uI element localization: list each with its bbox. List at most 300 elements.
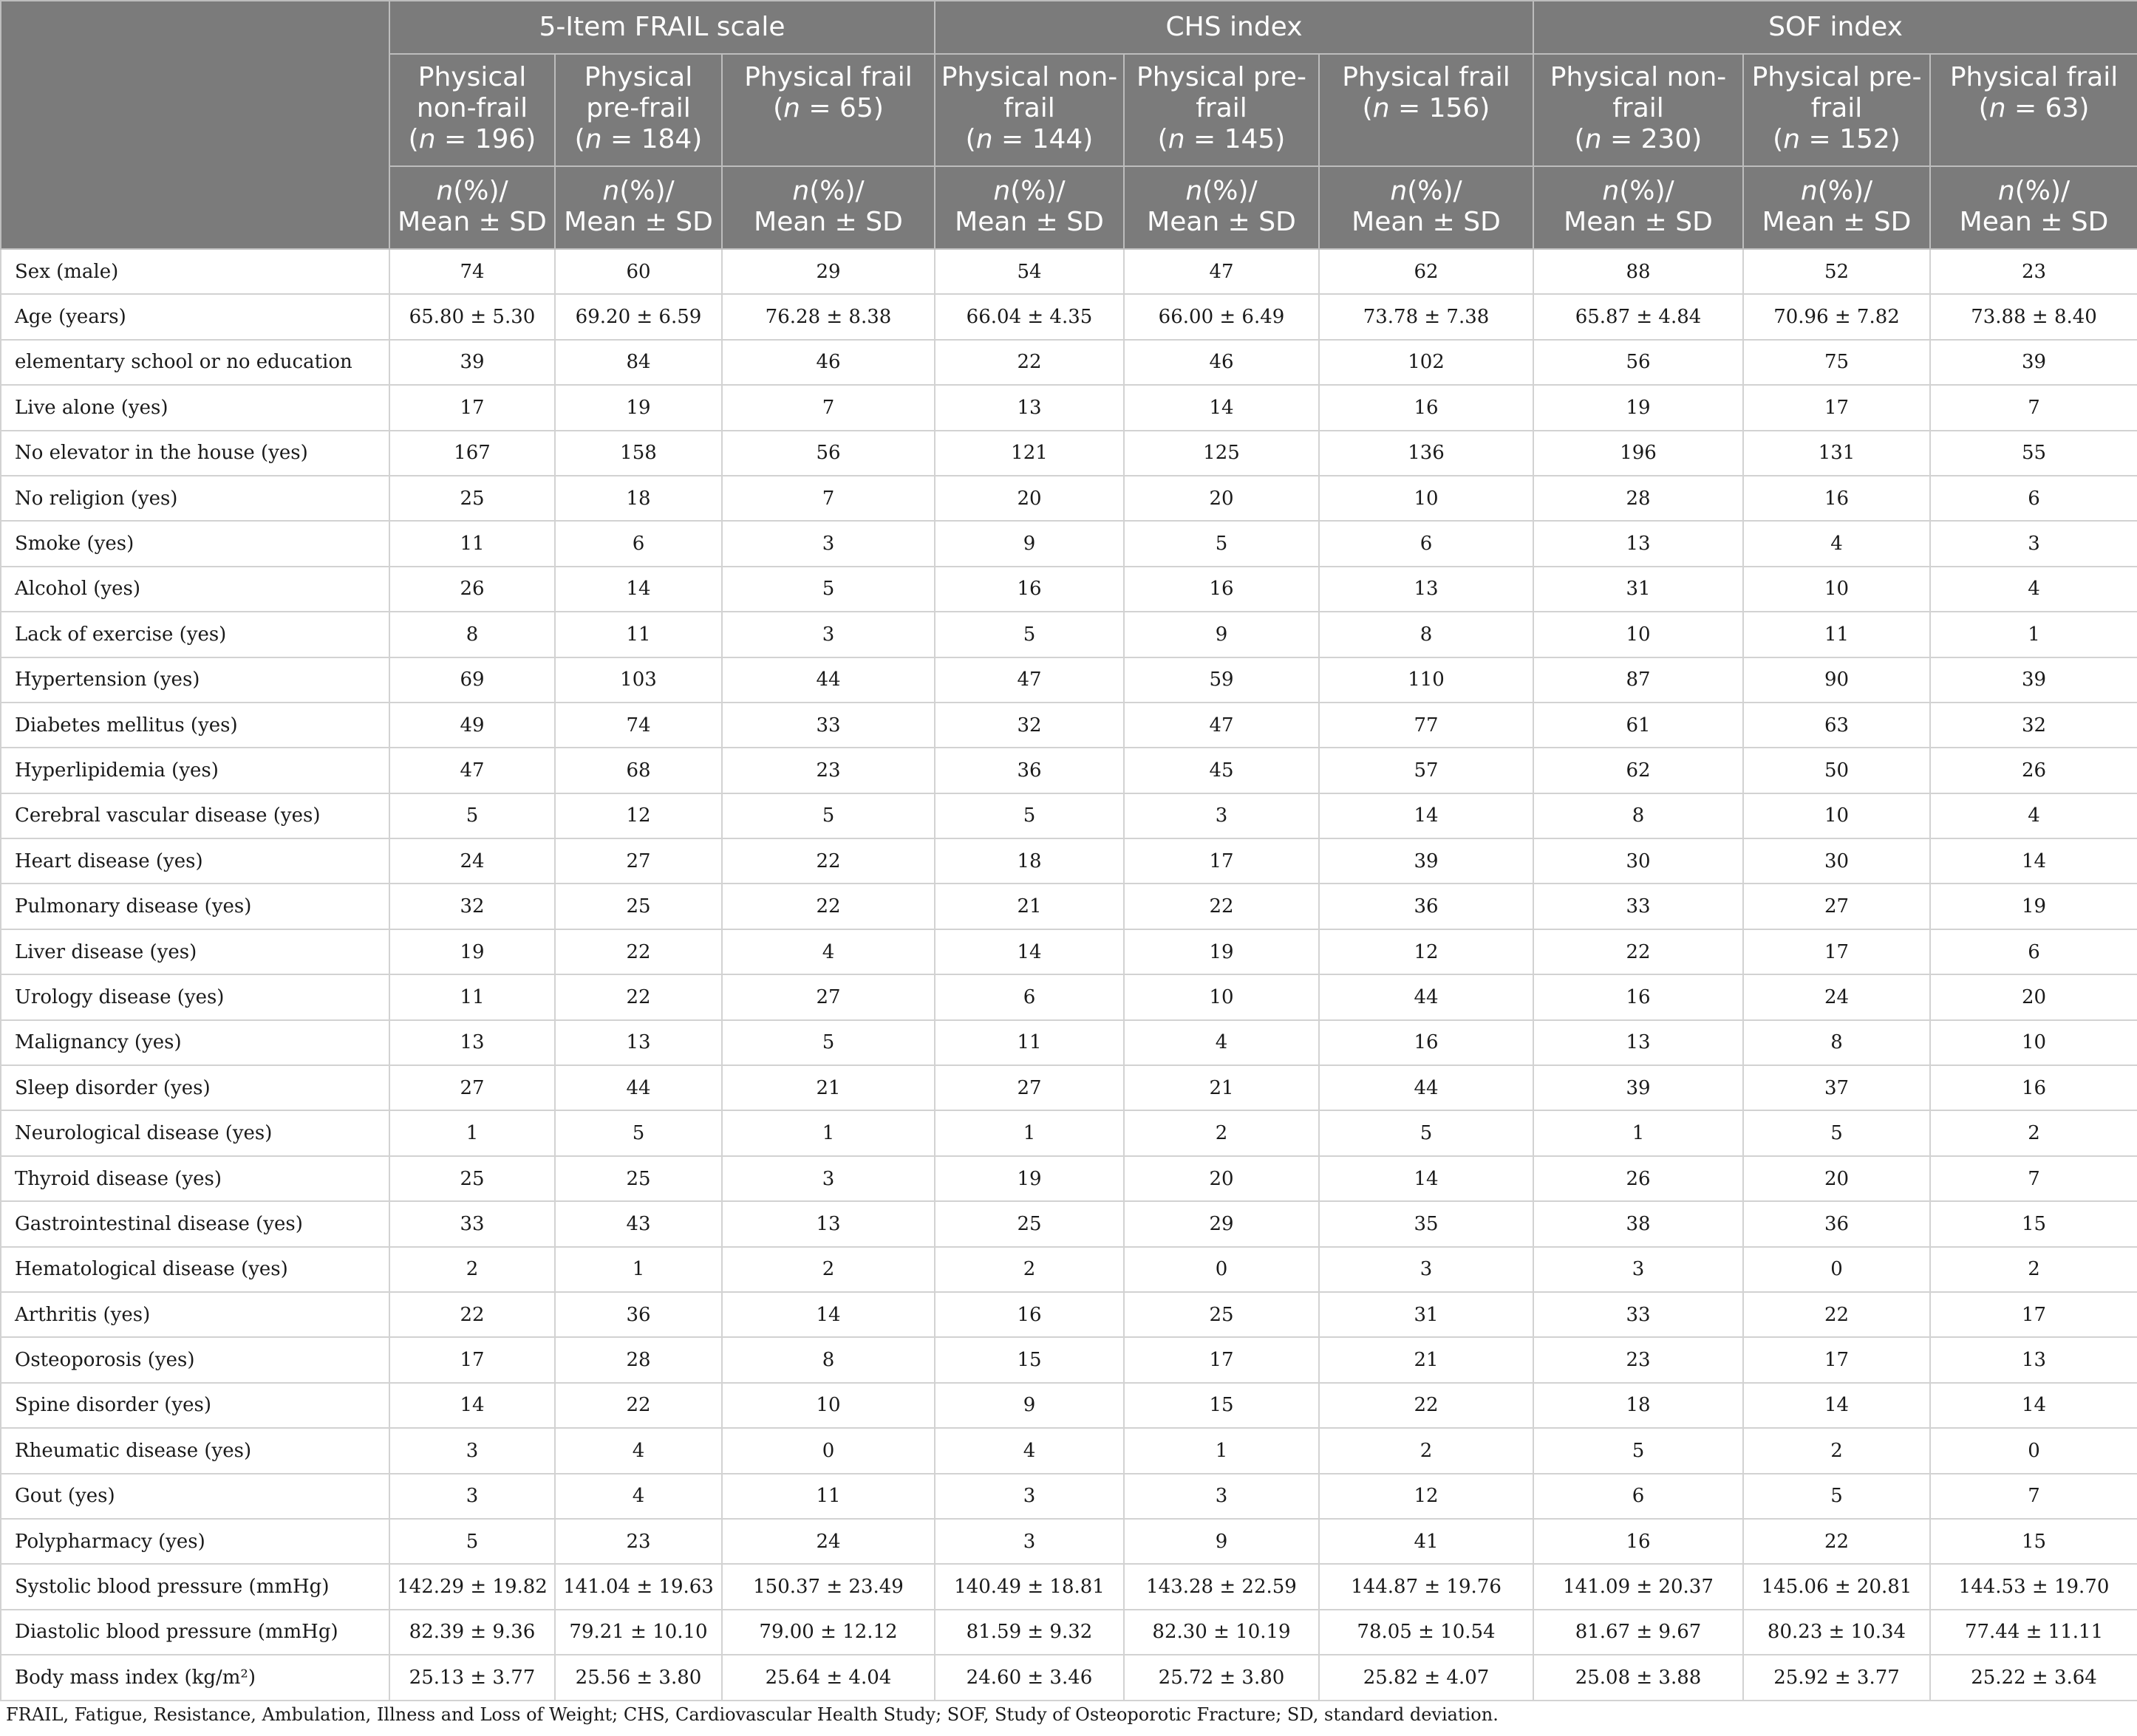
table-cell: 90 (1743, 657, 1930, 703)
table-row (1, 929, 2137, 974)
table-cell: 9 (1124, 1519, 1319, 1564)
table-cell: 88 (1533, 249, 1743, 294)
table-row (1, 884, 2137, 929)
table-cell: 1 (555, 1247, 722, 1292)
table-cell: 5 (389, 1519, 555, 1564)
subheader-count: (n = 145) (1157, 124, 1286, 154)
table-cell: 9 (935, 1383, 1124, 1428)
table-cell: 8 (1743, 1020, 1930, 1065)
table-cell: 8 (1319, 612, 1533, 657)
table-cell: 4 (1743, 521, 1930, 566)
table-cell: 15 (1930, 1201, 2137, 1246)
table-cell: 8 (722, 1337, 935, 1382)
table-cell: 9 (935, 521, 1124, 566)
table-row (1, 1292, 2137, 1337)
table-cell: 25 (1124, 1292, 1319, 1337)
table-cell: 12 (1319, 1474, 1533, 1519)
table-cell: 22 (1743, 1292, 1930, 1337)
table-cell: 6 (1319, 521, 1533, 566)
table-cell: 19 (1533, 385, 1743, 430)
table-cell: 39 (1533, 1065, 1743, 1110)
subheader-count: (n = 156) (1362, 93, 1490, 123)
table-cell: 25 (389, 1156, 555, 1201)
table-cell: 33 (722, 703, 935, 748)
table-cell: 25 (555, 1156, 722, 1201)
table-cell: 36 (555, 1292, 722, 1337)
table-cell: 74 (389, 249, 555, 294)
table-cell: 62 (1319, 249, 1533, 294)
row-label: Sleep disorder (yes) (1, 1065, 389, 1110)
table-cell: 10 (1533, 612, 1743, 657)
table-cell: 6 (1930, 476, 2137, 521)
table-row (1, 1383, 2137, 1428)
subheader-label: Physical frail (744, 62, 913, 92)
table-cell: 14 (1319, 1156, 1533, 1201)
table-cell: 20 (1124, 476, 1319, 521)
table-cell: 144.53 ± 19.70 (1930, 1564, 2137, 1609)
table-cell: 10 (1930, 1020, 2137, 1065)
table-cell: 46 (722, 340, 935, 385)
table-cell: 20 (1743, 1156, 1930, 1201)
table-cell: 25.08 ± 3.88 (1533, 1655, 1743, 1700)
row-label: Systolic blood pressure (mmHg) (1, 1564, 389, 1609)
table-row (1, 1564, 2137, 1609)
table-cell: 5 (722, 567, 935, 612)
row-label: No religion (yes) (1, 476, 389, 521)
table-cell: 22 (1533, 929, 1743, 974)
table-cell: 12 (1319, 929, 1533, 974)
table-cell: 61 (1533, 703, 1743, 748)
table-cell: 14 (1930, 1383, 2137, 1428)
table-cell: 2 (935, 1247, 1124, 1292)
table-cell: 16 (1319, 385, 1533, 430)
table-cell: 13 (389, 1020, 555, 1065)
group-header-row (1, 1, 2137, 54)
table-cell: 6 (1930, 929, 2137, 974)
subheader-count: (n = 184) (574, 124, 703, 154)
table-cell: 33 (389, 1201, 555, 1246)
table-cell: 16 (935, 1292, 1124, 1337)
row-label: Pulmonary disease (yes) (1, 884, 389, 929)
table-cell: 10 (1124, 974, 1319, 1019)
table-cell: 19 (389, 929, 555, 974)
table-cell: 81.59 ± 9.32 (935, 1610, 1124, 1655)
table-cell: 68 (555, 748, 722, 793)
table-cell: 25 (389, 476, 555, 521)
row-label: Alcohol (yes) (1, 567, 389, 612)
table-cell: 10 (1743, 567, 1930, 612)
table-cell: 22 (1743, 1519, 1930, 1564)
row-label: Hypertension (yes) (1, 657, 389, 703)
table-cell: 5 (1319, 1110, 1533, 1155)
table-cell: 17 (1930, 1292, 2137, 1337)
table-cell: 3 (1930, 521, 2137, 566)
table-cell: 11 (555, 612, 722, 657)
subheader-cell (1124, 54, 1319, 166)
table-cell: 36 (935, 748, 1124, 793)
table-cell: 13 (722, 1201, 935, 1246)
table-cell: 26 (389, 567, 555, 612)
table-cell: 21 (722, 1065, 935, 1110)
table-cell: 14 (1930, 838, 2137, 884)
table-cell: 15 (1124, 1383, 1319, 1428)
table-row (1, 1201, 2137, 1246)
table-cell: 11 (389, 974, 555, 1019)
row-label: Body mass index (kg/m²) (1, 1655, 389, 1700)
row-label: Gout (yes) (1, 1474, 389, 1519)
table-cell: 142.29 ± 19.82 (389, 1564, 555, 1609)
table-cell: 19 (1930, 884, 2137, 929)
table-cell: 63 (1743, 703, 1930, 748)
table-cell: 22 (722, 884, 935, 929)
table-cell: 2 (1930, 1247, 2137, 1292)
table-cell: 47 (1124, 249, 1319, 294)
table-cell: 75 (1743, 340, 1930, 385)
table-cell: 121 (935, 431, 1124, 476)
table-cell: 37 (1743, 1065, 1930, 1110)
row-label: Malignancy (yes) (1, 1020, 389, 1065)
table-row (1, 476, 2137, 521)
subheader-cell (1533, 54, 1743, 166)
table-cell: 196 (1533, 431, 1743, 476)
table-cell: 31 (1319, 1292, 1533, 1337)
table-cell: 44 (1319, 1065, 1533, 1110)
unit-header-cell: n(%)/ Mean ± SD (722, 166, 935, 249)
row-label: Age (years) (1, 294, 389, 339)
table-cell: 17 (1743, 929, 1930, 974)
table-cell: 22 (389, 1292, 555, 1337)
table-cell: 25 (935, 1201, 1124, 1246)
row-label: Osteoporosis (yes) (1, 1337, 389, 1382)
table-cell: 7 (722, 385, 935, 430)
table-cell: 11 (1743, 612, 1930, 657)
row-label: elementary school or no education (1, 340, 389, 385)
table-cell: 25.13 ± 3.77 (389, 1655, 555, 1700)
row-label: Spine disorder (yes) (1, 1383, 389, 1428)
table-cell: 39 (389, 340, 555, 385)
table-cell: 15 (1930, 1519, 2137, 1564)
table-cell: 33 (1533, 884, 1743, 929)
table-cell: 6 (555, 521, 722, 566)
table-cell: 65.87 ± 4.84 (1533, 294, 1743, 339)
table-cell: 32 (389, 884, 555, 929)
table-cell: 3 (389, 1474, 555, 1519)
table-row (1, 1110, 2137, 1155)
table-cell: 17 (1124, 1337, 1319, 1382)
table-row (1, 1337, 2137, 1382)
table-cell: 27 (935, 1065, 1124, 1110)
table-cell: 16 (1743, 476, 1930, 521)
table-cell: 18 (935, 838, 1124, 884)
subheader-cell (935, 54, 1124, 166)
table-row (1, 1156, 2137, 1201)
table-cell: 27 (389, 1065, 555, 1110)
table-cell: 25.72 ± 3.80 (1124, 1655, 1319, 1700)
subheader-label: Physical frail (1342, 62, 1510, 92)
table-cell: 21 (1124, 1065, 1319, 1110)
table-cell: 6 (1533, 1474, 1743, 1519)
subheader-cell (1743, 54, 1930, 166)
subheader-label: Physical pre-frail (584, 62, 693, 123)
table-cell: 11 (722, 1474, 935, 1519)
table-cell: 12 (555, 793, 722, 838)
table-cell: 103 (555, 657, 722, 703)
table-cell: 25.92 ± 3.77 (1743, 1655, 1930, 1700)
table-cell: 29 (1124, 1201, 1319, 1246)
table-cell: 5 (1743, 1110, 1930, 1155)
table-cell: 3 (722, 521, 935, 566)
table-cell: 66.04 ± 4.35 (935, 294, 1124, 339)
table-cell: 27 (722, 974, 935, 1019)
subheader-cell (1930, 54, 2137, 166)
table-cell: 167 (389, 431, 555, 476)
table-cell: 4 (1124, 1020, 1319, 1065)
table-cell: 55 (1930, 431, 2137, 476)
table-cell: 131 (1743, 431, 1930, 476)
row-label: Liver disease (yes) (1, 929, 389, 974)
table-cell: 46 (1124, 340, 1319, 385)
subheader-cell (722, 54, 935, 166)
table-cell: 45 (1124, 748, 1319, 793)
table-cell: 28 (555, 1337, 722, 1382)
table-cell: 24 (389, 838, 555, 884)
table-cell: 16 (1930, 1065, 2137, 1110)
unit-header-cell: n(%)/ Mean ± SD (1930, 166, 2137, 249)
table-cell: 13 (1930, 1337, 2137, 1382)
table-cell: 14 (1124, 385, 1319, 430)
table-cell: 39 (1930, 340, 2137, 385)
table-cell: 7 (1930, 385, 2137, 430)
table-cell: 26 (1533, 1156, 1743, 1201)
table-cell: 5 (389, 793, 555, 838)
table-cell: 19 (1124, 929, 1319, 974)
corner-cell (1, 1, 389, 249)
table-cell: 44 (1319, 974, 1533, 1019)
table-cell: 78.05 ± 10.54 (1319, 1610, 1533, 1655)
unit-header-cell: n(%)/ Mean ± SD (935, 166, 1124, 249)
table-row (1, 793, 2137, 838)
table-cell: 27 (555, 838, 722, 884)
table-row (1, 838, 2137, 884)
table-cell: 18 (555, 476, 722, 521)
table-cell: 16 (1533, 974, 1743, 1019)
table-cell: 20 (1930, 974, 2137, 1019)
table-cell: 3 (1533, 1247, 1743, 1292)
table-cell: 80.23 ± 10.34 (1743, 1610, 1930, 1655)
table-cell: 15 (935, 1337, 1124, 1382)
table-cell: 44 (722, 657, 935, 703)
table-cell: 24 (722, 1519, 935, 1564)
table-cell: 14 (935, 929, 1124, 974)
table-cell: 2 (389, 1247, 555, 1292)
table-cell: 39 (1930, 657, 2137, 703)
table-cell: 65.80 ± 5.30 (389, 294, 555, 339)
table-cell: 143.28 ± 22.59 (1124, 1564, 1319, 1609)
table-cell: 54 (935, 249, 1124, 294)
table-cell: 5 (1124, 521, 1319, 566)
table-row (1, 340, 2137, 385)
table-cell: 87 (1533, 657, 1743, 703)
table-cell: 5 (722, 793, 935, 838)
subheader-label: Physical non-frail (941, 62, 1118, 123)
table-cell: 2 (1743, 1428, 1930, 1473)
table-cell: 2 (1124, 1110, 1319, 1155)
group-header: 5-Item FRAIL scale (389, 1, 935, 54)
table-cell: 4 (1930, 567, 2137, 612)
table-cell: 5 (722, 1020, 935, 1065)
table-cell: 77 (1319, 703, 1533, 748)
table-cell: 26 (1930, 748, 2137, 793)
table-cell: 1 (389, 1110, 555, 1155)
table-cell: 17 (389, 385, 555, 430)
table-cell: 22 (1124, 884, 1319, 929)
table-cell: 18 (1533, 1383, 1743, 1428)
table-cell: 0 (1124, 1247, 1319, 1292)
table-cell: 8 (389, 612, 555, 657)
row-label: Diabetes mellitus (yes) (1, 703, 389, 748)
table-cell: 41 (1319, 1519, 1533, 1564)
table-cell: 77.44 ± 11.11 (1930, 1610, 2137, 1655)
table-footnote: FRAIL, Fatigue, Resistance, Ambulation, Illness and Loss of Weight; CHS, Cardiovascular Health Study; SOF, Study of Osteoporotic Fracture; SD, standard deviation. (6, 1704, 1499, 1725)
subheader-cell (555, 54, 722, 166)
row-label: Heart disease (yes) (1, 838, 389, 884)
table-cell: 22 (1319, 1383, 1533, 1428)
table-cell: 4 (1930, 793, 2137, 838)
table-cell: 56 (1533, 340, 1743, 385)
table-row (1, 294, 2137, 339)
table-cell: 25.82 ± 4.07 (1319, 1655, 1533, 1700)
table-cell: 21 (935, 884, 1124, 929)
row-label: Sex (male) (1, 249, 389, 294)
table-cell: 24 (1743, 974, 1930, 1019)
table-cell: 6 (935, 974, 1124, 1019)
row-label: Hyperlipidemia (yes) (1, 748, 389, 793)
table-cell: 16 (1319, 1020, 1533, 1065)
table-row (1, 974, 2137, 1019)
table-cell: 1 (1930, 612, 2137, 657)
table-cell: 49 (389, 703, 555, 748)
table-cell: 17 (1124, 838, 1319, 884)
table-row (1, 385, 2137, 430)
table-row (1, 1519, 2137, 1564)
table-cell: 13 (935, 385, 1124, 430)
table-cell: 27 (1743, 884, 1930, 929)
row-label: Lack of exercise (yes) (1, 612, 389, 657)
table-cell: 19 (935, 1156, 1124, 1201)
table-cell: 13 (1533, 1020, 1743, 1065)
subheader-count: (n = 196) (408, 124, 536, 154)
table-row (1, 612, 2137, 657)
table-cell: 3 (722, 612, 935, 657)
table-cell: 21 (1319, 1337, 1533, 1382)
table-cell: 2 (1930, 1110, 2137, 1155)
table-cell: 9 (1124, 612, 1319, 657)
table-cell: 25 (555, 884, 722, 929)
table-cell: 7 (1930, 1156, 2137, 1201)
table-cell: 19 (555, 385, 722, 430)
table-cell: 22 (555, 1383, 722, 1428)
table-cell: 0 (1743, 1247, 1930, 1292)
table-row (1, 521, 2137, 566)
table-cell: 79.00 ± 12.12 (722, 1610, 935, 1655)
table-row (1, 703, 2137, 748)
table-cell: 1 (1533, 1110, 1743, 1155)
table-cell: 5 (935, 793, 1124, 838)
table-cell: 2 (1319, 1428, 1533, 1473)
table-cell: 0 (722, 1428, 935, 1473)
table-cell: 16 (1124, 567, 1319, 612)
table-cell: 66.00 ± 6.49 (1124, 294, 1319, 339)
table-cell: 17 (1743, 1337, 1930, 1382)
table-cell: 136 (1319, 431, 1533, 476)
table-cell: 125 (1124, 431, 1319, 476)
row-label: Cerebral vascular disease (yes) (1, 793, 389, 838)
table-cell: 13 (555, 1020, 722, 1065)
row-label: Neurological disease (yes) (1, 1110, 389, 1155)
table-cell: 69 (389, 657, 555, 703)
table-cell: 23 (1930, 249, 2137, 294)
table-cell: 62 (1533, 748, 1743, 793)
table-cell: 3 (1124, 1474, 1319, 1519)
table-cell: 82.39 ± 9.36 (389, 1610, 555, 1655)
table-cell: 7 (722, 476, 935, 521)
table-cell: 11 (389, 521, 555, 566)
table-cell: 17 (389, 1337, 555, 1382)
table-row (1, 1020, 2137, 1065)
row-label: Smoke (yes) (1, 521, 389, 566)
table-cell: 4 (935, 1428, 1124, 1473)
table-cell: 1 (935, 1110, 1124, 1155)
table-cell: 150.37 ± 23.49 (722, 1564, 935, 1609)
group-header: CHS index (935, 1, 1533, 54)
subheader-cell (389, 54, 555, 166)
table-cell: 7 (1930, 1474, 2137, 1519)
table-cell: 10 (1743, 793, 1930, 838)
table-row (1, 1474, 2137, 1519)
table-cell: 11 (935, 1020, 1124, 1065)
table-cell: 36 (1743, 1201, 1930, 1246)
table-cell: 81.67 ± 9.67 (1533, 1610, 1743, 1655)
subheader-count: (n = 230) (1574, 124, 1703, 154)
table-cell: 73.78 ± 7.38 (1319, 294, 1533, 339)
table-cell: 57 (1319, 748, 1533, 793)
table-cell: 30 (1533, 838, 1743, 884)
table-cell: 30 (1743, 838, 1930, 884)
table-cell: 69.20 ± 6.59 (555, 294, 722, 339)
unit-header-cell: n(%)/ Mean ± SD (1533, 166, 1743, 249)
table-cell: 22 (935, 340, 1124, 385)
table-row (1, 431, 2137, 476)
table-cell: 38 (1533, 1201, 1743, 1246)
row-label: Arthritis (yes) (1, 1292, 389, 1337)
table-row (1, 1428, 2137, 1473)
table-cell: 3 (389, 1428, 555, 1473)
table-cell: 5 (1743, 1474, 1930, 1519)
table-cell: 43 (555, 1201, 722, 1246)
table-cell: 52 (1743, 249, 1930, 294)
table-cell: 56 (722, 431, 935, 476)
table-cell: 84 (555, 340, 722, 385)
table-row (1, 657, 2137, 703)
table-cell: 1 (722, 1110, 935, 1155)
table-cell: 10 (722, 1383, 935, 1428)
row-label: Polypharmacy (yes) (1, 1519, 389, 1564)
subheader-label: Physical non-frail (416, 62, 528, 123)
subheader-cell (1319, 54, 1533, 166)
table-cell: 110 (1319, 657, 1533, 703)
table-cell: 13 (1319, 567, 1533, 612)
table-cell: 22 (555, 929, 722, 974)
